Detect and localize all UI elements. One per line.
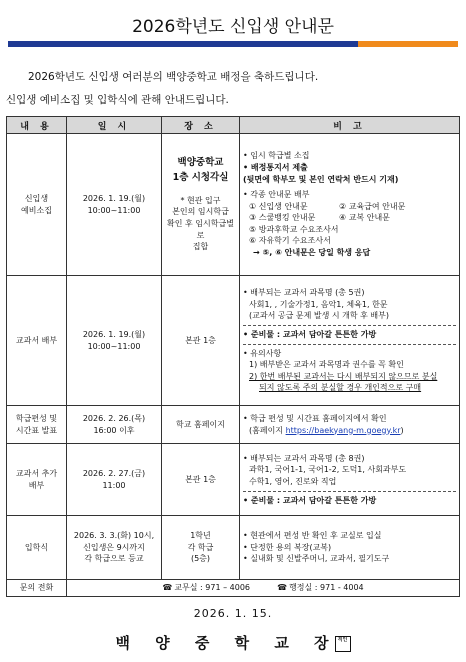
title-rule-orange	[358, 41, 458, 47]
contact-numbers: ☎ 교무실 : 971 – 4006 ☎ 행정실 : 971 - 4004	[67, 580, 460, 597]
header-place: 장 소	[162, 117, 240, 134]
row-notes: • 학급 편성 및 시간표 홈페이지에서 확인 (홈페이지 https://baekyang-m.goegy.kr)	[240, 406, 460, 444]
row-place: 1학년 각 학급 (5층)	[162, 516, 240, 580]
row-notes: • 배부되는 교과서 과목명 (총 8권) 과학1, 국어1-1, 국어1-2, 도덕1, 사회과부도 수학1, 영어, 진로와 직업 • 준비물 : 교과서 담아갈 튼튼한 가방	[240, 444, 460, 516]
table-row	[7, 134, 460, 276]
table-row	[7, 276, 460, 406]
row-item: 학급편성 및 시간표 발표	[7, 406, 67, 444]
row-notes: • 배부되는 교과서 과목명 (총 5권) 사회1, , 기술가정1, 음악1, 체육1, 한문 (교과서 공급 문제 발생 시 개학 후 배부) • 준비물 : 교과서 담아갈 튼튼한 가방 • 유의사항 1) 배부받은 교과서 과목명과 권수를 꼭 확인 2) 한번 배부된 교과서는 다시 배부되지 않으므로 분실 되지 않도록 주의 분실할 경우 개인적으로 구매	[240, 276, 460, 406]
header-notes: 비 고	[240, 117, 460, 134]
row-datetime: 2026. 1. 19.(월) 10:00~11:00	[67, 276, 162, 406]
document-date: 2026. 1. 15.	[193, 607, 273, 620]
row-item: 교과서 배부	[7, 276, 67, 406]
row-notes: • 현관에서 편성 반 확인 후 교실로 입실 • 단정한 용의 복장(교복) • 실내화 및 신발주머니, 교과서, 필기도구	[240, 516, 460, 580]
row-place: 백양중학교 1층 시청각실 * 현관 입구 본인의 임시학급 확인 후 임시학급별로 집합	[162, 134, 240, 276]
row-notes: • 임시 학급별 소집 • 배정통지서 제출 (뒷면에 학부모 및 본인 연락처 반드시 기재) • 각종 안내문 배부 ① 신입생 안내문 ② 교육급여 안내문 ③ 스쿨뱅킹 안내문 ④ 교복 안내문 ⑤ 방과후학교 수요조사서 ⑥ 자유학기 수요조사서 → ⑤, ⑥ 안내문은 당일 학생 응답	[240, 134, 460, 276]
header-datetime: 일 시	[67, 117, 162, 134]
homepage-link[interactable]: https://baekyang-m.goegy.kr	[285, 425, 401, 435]
row-datetime: 2026. 3. 3.(화) 10시, 신입생은 9시까지 각 학급으로 등교	[67, 516, 162, 580]
title-rule-blue	[8, 41, 358, 47]
official-seal: 직인	[335, 636, 351, 652]
row-item: 입학식	[7, 516, 67, 580]
document-title: 2026학년도 신입생 안내문	[132, 17, 334, 37]
row-item: 신입생 예비소집	[7, 134, 67, 276]
row-datetime: 2026. 1. 19.(월) 10:00~11:00	[67, 134, 162, 276]
telephone-icon: ☎	[277, 583, 288, 593]
school-signature	[0, 632, 466, 653]
intro-line-2: 신입생 예비소집 및 입학식에 관해 안내드립니다.	[6, 94, 229, 106]
schedule-table	[6, 116, 460, 597]
header-item: 내 용	[7, 117, 67, 134]
intro-line-1: 2026학년도 신입생 여러분의 백양중학교 배정을 축하드립니다.	[28, 71, 319, 83]
telephone-icon: ☎	[162, 583, 173, 593]
table-row	[7, 516, 460, 580]
contact-label: 문의 전화	[7, 580, 67, 597]
row-datetime: 2026. 2. 27.(금) 11:00	[67, 444, 162, 516]
row-datetime: 2026. 2. 26.(목) 16:00 이후	[67, 406, 162, 444]
table-row	[7, 406, 460, 444]
row-place: 본관 1층	[162, 444, 240, 516]
contact-row	[7, 580, 460, 597]
row-item: 교과서 추가 배부	[7, 444, 67, 516]
table-header-row	[7, 117, 460, 134]
row-place: 본관 1층	[162, 276, 240, 406]
table-row	[7, 444, 460, 516]
title-rule	[8, 41, 458, 49]
row-place: 학교 홈페이지	[162, 406, 240, 444]
principal-title: 백 양 중 학 교 장	[115, 634, 339, 652]
